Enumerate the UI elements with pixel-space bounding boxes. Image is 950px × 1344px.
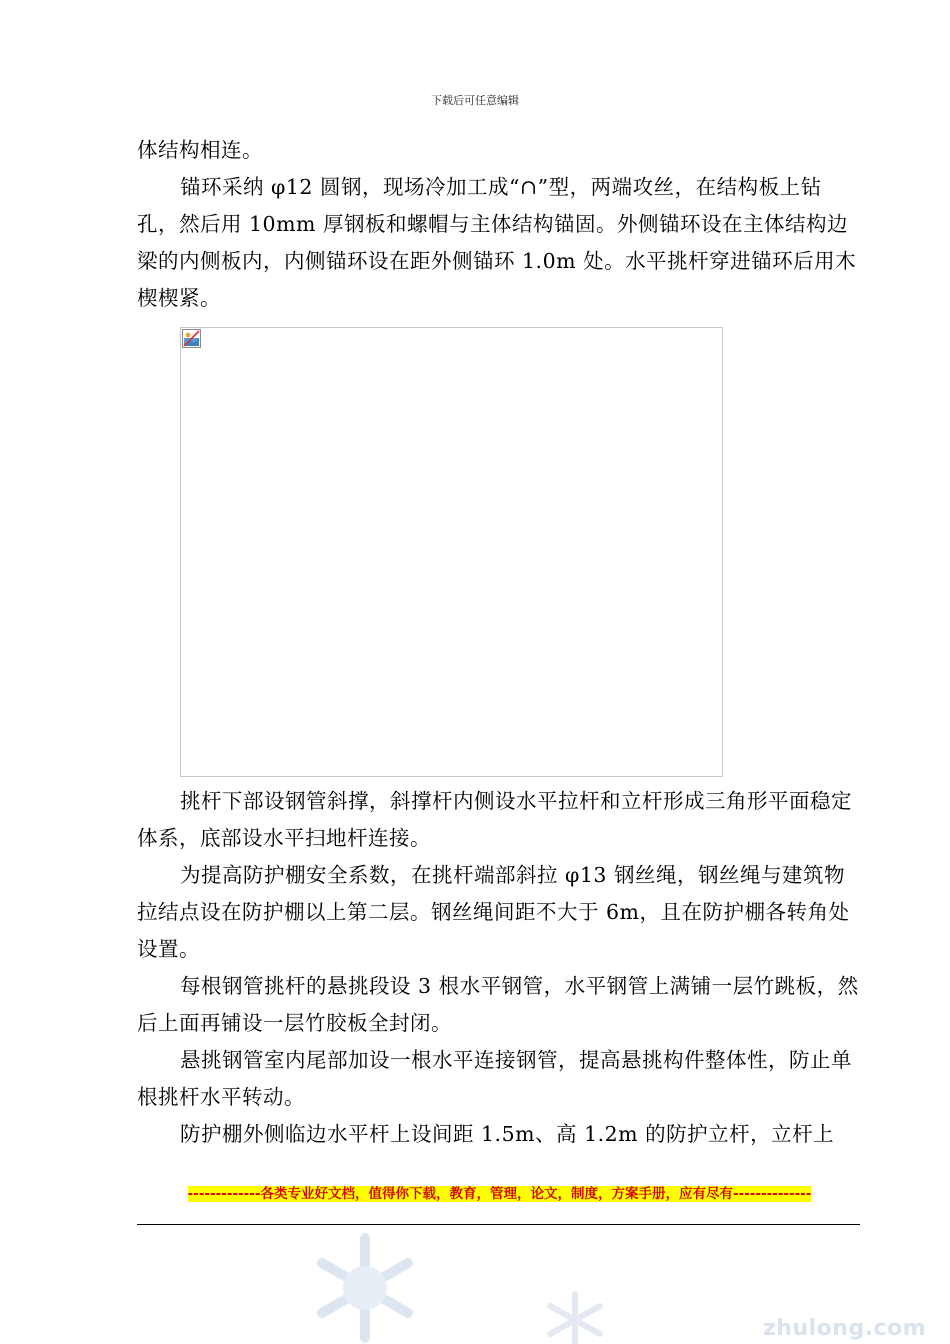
footer-divider xyxy=(137,1224,860,1225)
paragraph-diagonal-brace: 挑杆下部设钢管斜撑，斜撑杆内侧设水平拉杆和立杆形成三角形平面稳定体系，底部设水平扫地杆连接。 xyxy=(137,789,852,850)
snowflake-logo-icon xyxy=(300,1232,430,1344)
paragraph-continuation: 体结构相连。 xyxy=(137,138,263,162)
figure-placeholder xyxy=(180,327,723,777)
page-header: 下载后可任意编辑 xyxy=(431,94,519,107)
paragraph-anchor-ring: 锚环采纳 φ12 圆钢，现场冷加工成“∩”型，两端攻丝，在结构板上钻孔，然后用 10mm 厚钢板和螺帽与主体结构锚固。外侧锚环设在主体结构边梁的内侧板内，内侧锚环设在距外侧锚环 1.0m 处。水平挑杆穿进锚环后用木楔楔紧。 xyxy=(137,175,857,310)
paragraph-tail-tube: 悬挑钢管室内尾部加设一根水平连接钢管，提高悬挑构件整体性，防止单根挑杆水平转动。 xyxy=(137,1048,852,1109)
snowflake-logo-icon xyxy=(540,1290,610,1344)
paragraph-guard-posts: 防护棚外侧临边水平杆上设间距 1.5m、高 1.2m 的防护立杆，立杆上 xyxy=(180,1122,835,1146)
paragraph-wire-rope: 为提高防护棚安全系数，在挑杆端部斜拉 φ13 钢丝绳，钢丝绳与建筑物拉结点设在防护棚以上第二层。钢丝绳间距不大于 6m，且在防护棚各转角处设置。 xyxy=(137,863,850,961)
footer-banner-text: -------------各类专业好文档，值得你下载，教育，管理，论文，制度，方案手册，应有尽有-------------- xyxy=(187,1186,812,1202)
watermark-text: zhulong.com xyxy=(763,1316,927,1341)
broken-image-icon xyxy=(182,329,201,348)
footer-banner xyxy=(157,1186,842,1203)
document-body xyxy=(137,132,860,1153)
paragraph-horizontal-tubes: 每根钢管挑杆的悬挑段设 3 根水平钢管，水平钢管上满铺一层竹跳板，然后上面再铺设一层竹胶板全封闭。 xyxy=(137,974,859,1035)
